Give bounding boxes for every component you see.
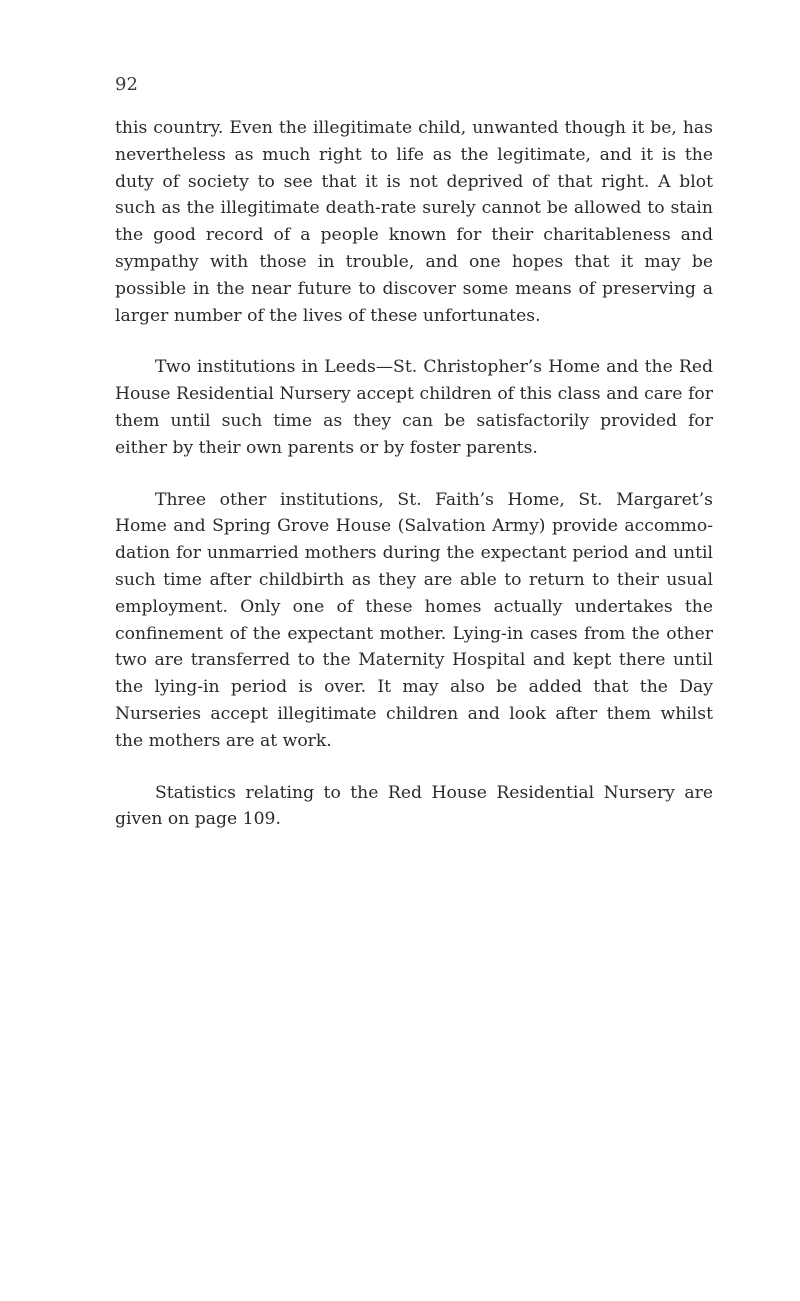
paragraph-statistics-reference: Statistics relating to the Red House Residential Nursery are given on page 109. [115, 782, 713, 830]
paragraph-continuation: this country. Even the illegitimate child, unwanted though it be, has nevertheless as much right to life as the legitimate, and it is the duty of society to see that it is not deprived of that right. A blot such as the illegitimate death-rate surely cannot be allowed to stain the good record of a people known for their charitableness and sympathy with those in trouble, and one hopes that it may be possible in the near future to discover some means of preserving a larger number of the lives of these unfortunates. [115, 118, 713, 326]
body-text [115, 115, 713, 858]
page-number: 92 [115, 74, 138, 95]
paragraph-leeds-institutions: Two institutions in Leeds—St. Christopher’s Home and the Red House Residential Nursery accept children of this class and care for them until such time as they can be satisfactorily provided for either by their own parents or by foster parents. [115, 357, 713, 458]
paragraph-unmarried-mothers: Three other institutions, St. Faith’s Home, St. Margaret’s Home and Spring Grove House (Salvation Army) provide accommo-dation for unmarried mothers during the expectant period and until such time after childbirth as they are able to return to their usual employment. Only one of these homes actually undertakes the confinement of the expectant mother. Lying-in cases from the other two are transferred to the Maternity Hospital and kept there until the lying-in period is over. It may also be added that the Day Nurseries accept illegitimate children and look after them whilst the mothers are at work. [115, 489, 713, 751]
